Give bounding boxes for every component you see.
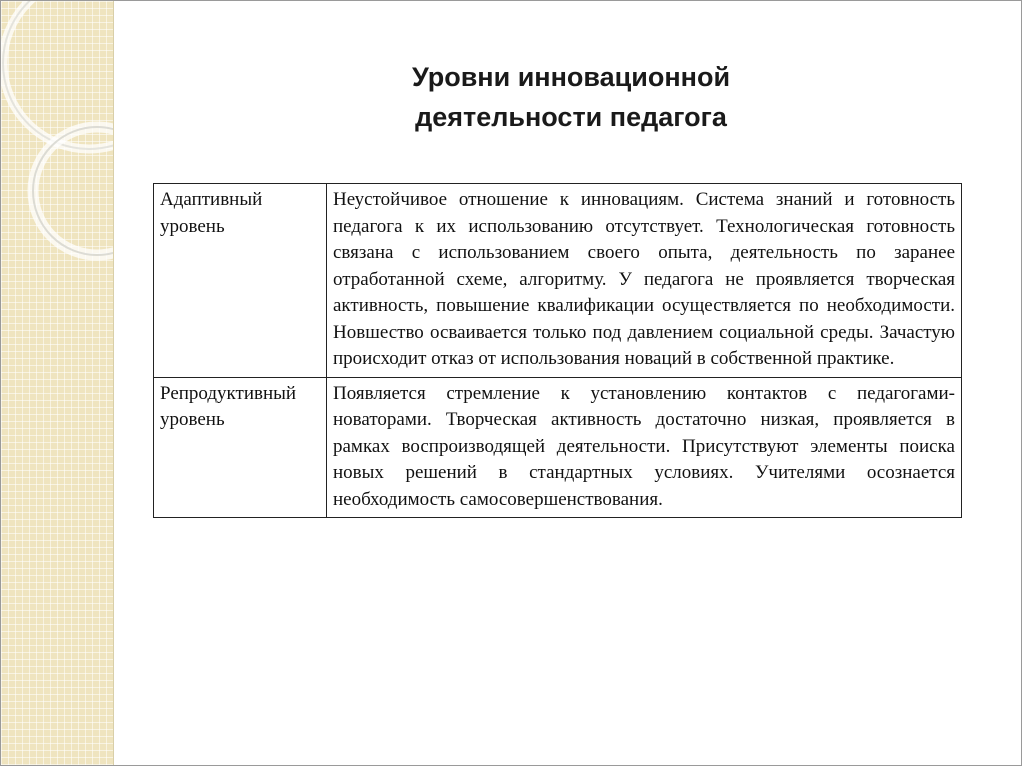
decorative-side-strip bbox=[1, 1, 114, 766]
slide-title bbox=[241, 57, 901, 137]
level-name-cell: Репродуктивный уровень bbox=[154, 377, 327, 518]
slide-title-line-2: деятельности педагога bbox=[415, 102, 727, 132]
table-row bbox=[154, 184, 962, 378]
levels-table bbox=[153, 183, 962, 518]
level-description-cell: Появляется стремление к установлению контактов с педагогами-новаторами. Творческая активность достаточно низкая, проявляется в рамках воспроизводящей деятельности. Присутствуют элементы поиска новых решений в стандартных условиях. Учителями осознается необходимость самосовершенствования. bbox=[327, 377, 962, 518]
level-name-cell: Адаптивный уровень bbox=[154, 184, 327, 378]
level-description-cell: Неустойчивое отношение к инновациям. Система знаний и готовность педагога к их использованию отсутствует. Технологическая готовность связана с использованием своего опыта, деятельность по заранее отработанной схеме, алгоритму. У педагога не проявляется творческая активность, повышение квалификации осуществляется по необходимости. Новшество осваивается только под давлением социальной среды. Зачастую происходит отказ от использования новаций в собственной практике. bbox=[327, 184, 962, 378]
slide-title-line-1: Уровни инновационной bbox=[411, 62, 731, 92]
decorative-rings-icon bbox=[1, 1, 113, 301]
table-row bbox=[154, 377, 962, 518]
